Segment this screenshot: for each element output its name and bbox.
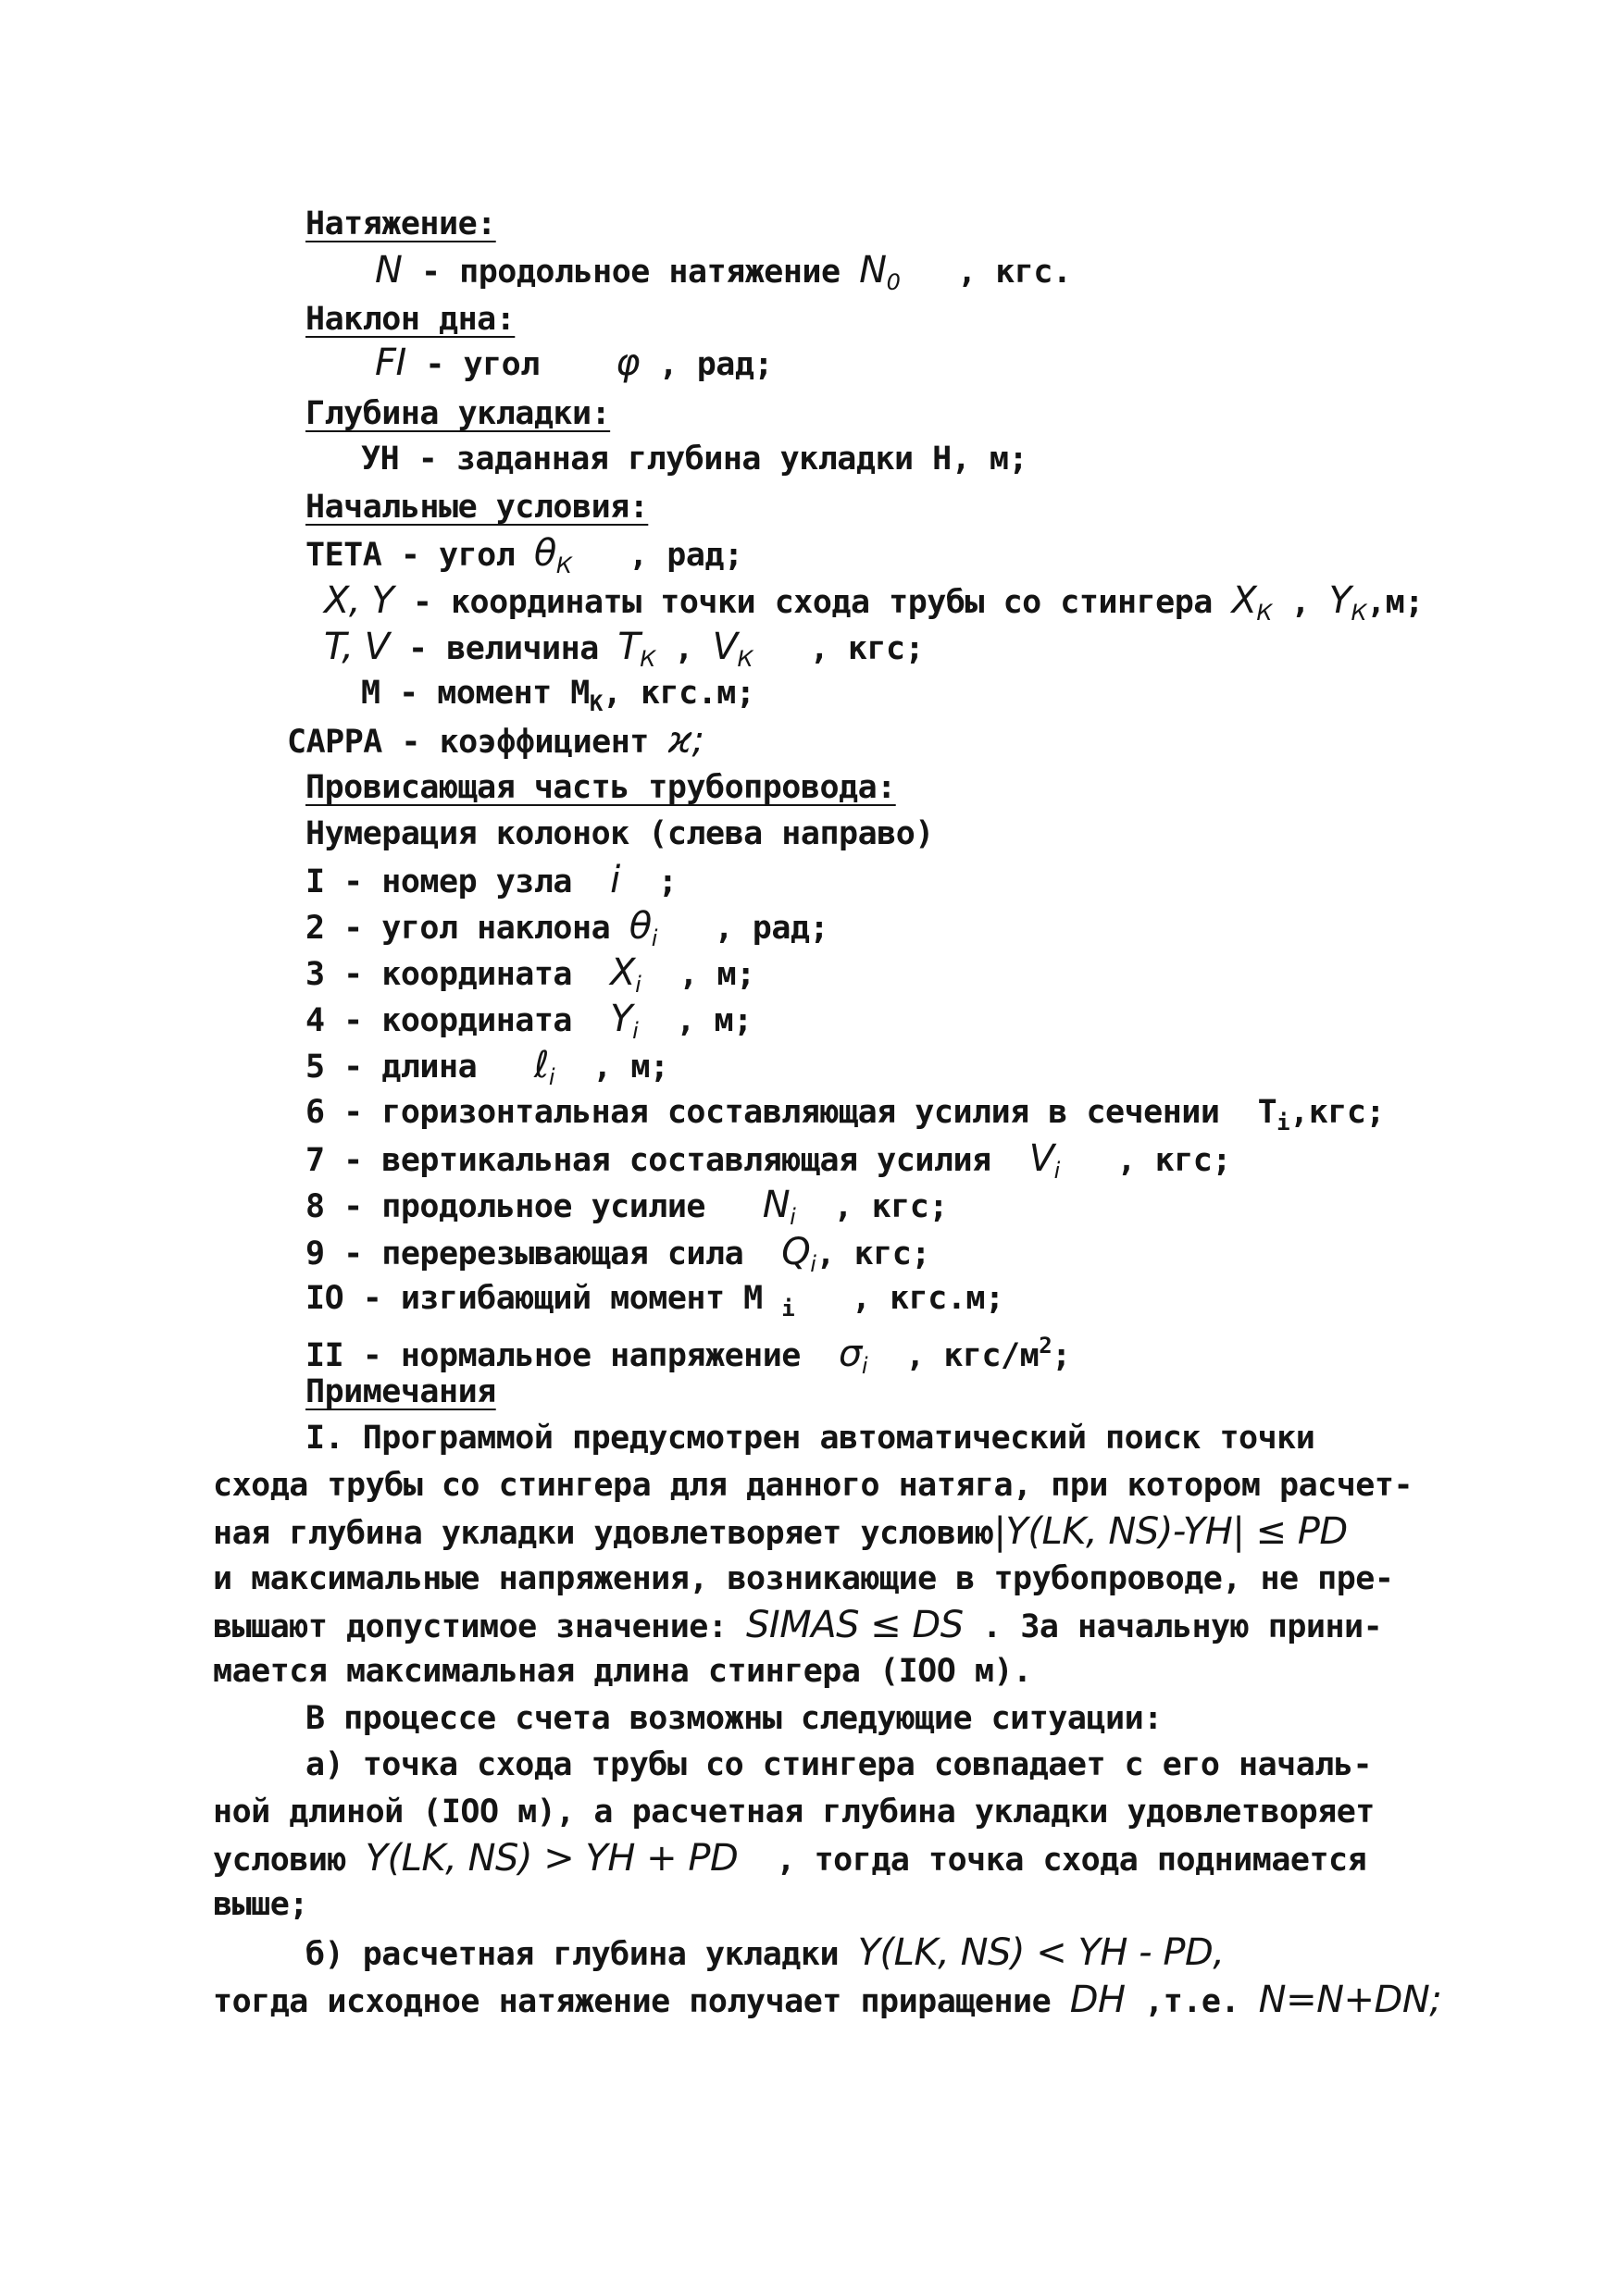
note1-line6: мается максимальная длина стингера (IOO м). <box>213 1653 1032 1690</box>
heading-sagging-part: Провисающая часть трубопровода: <box>305 769 896 806</box>
line-tension-n: N - продольное натяжение $N_0$ , кгс. <box>375 249 1072 295</box>
line-xy: X, Y - координаты точки схода трубы со стингера $X_К$ , $Y_К,м$; <box>324 579 1424 626</box>
line-tv: T, V - величина $T_К$ , $V_К$ , кгс; <box>324 626 925 672</box>
list-item-11: II - нормальное напряжение $\sigma_i$ , кгс/$м^2$; <box>305 1333 1071 1379</box>
heading-bottom-slope: Наклон дна: <box>305 301 516 338</box>
list-item-1: I - номер узла i ; <box>305 859 678 901</box>
situation-b-line2: тогда исходное натяжение получает приращение DH ,т.е. N=N+DN; <box>213 1979 1442 2021</box>
situation-a-line2: ной длиной (IOO м), а расчетная глубина укладки удовлетворяет <box>213 1793 1375 1831</box>
list-item-8: 8 - продольное усилие $N_i$ , кгс; <box>305 1184 948 1230</box>
line-angle-fi: FI - угол φ , рад; <box>375 341 774 384</box>
situation-a-line4: выше; <box>213 1886 308 1923</box>
line-teta: ТЕТА - угол $\theta_К$ , рад; <box>305 532 743 578</box>
heading-notes: Примечания <box>305 1373 496 1410</box>
list-item-6: 6 - горизонтальная составляющая усилия в сечении $T_i,кгс$; <box>305 1094 1385 1136</box>
line-columns-title: Нумерация колонок (слева направо) <box>305 815 934 852</box>
heading-laying-depth: Глубина укладки: <box>305 395 611 432</box>
note1-line4: и максимальные напряжения, возникающие в трубопроводе, не пре- <box>213 1560 1394 1597</box>
list-item-7: 7 - вертикальная составляющая усилия $V_i$ , кгс; <box>305 1137 1231 1184</box>
line-cappa: САРРА - коэффициент ϰ; <box>287 719 704 762</box>
note1-line5: вышают допустимое значение: SIMAS ≤ DS . За начальную прини- <box>213 1604 1383 1646</box>
line-depth-uh: УН - заданная глубина укладки Н, м; <box>361 441 1028 478</box>
list-item-2: 2 - угол наклона $\theta_i$ , рад; <box>305 905 829 951</box>
list-item-5: 5 - длина ℓ$_i$ , м; <box>305 1044 669 1090</box>
list-item-3: 3 - координата $X_i$ , м; <box>305 951 755 998</box>
note1-line3: ная глубина укладки удовлетворяет условию|Y(LK, NS)-YH| ≤ PD <box>213 1510 1348 1553</box>
situation-b-line1: б) расчетная глубина укладки Y(LK, NS) < YH - PD, <box>305 1931 1225 1974</box>
situation-a-line1: а) точка схода трубы со стингера совпадает с его началь- <box>305 1746 1373 1783</box>
note1-line2: схода трубы со стингера для данного натяга, при котором расчет- <box>213 1467 1414 1504</box>
note1-line1: I. Программой предусмотрен автоматический поиск точки <box>305 1420 1315 1457</box>
list-item-9: 9 - перерезывающая сила $Q_i$, кгс; <box>305 1231 930 1277</box>
list-item-4: 4 - координата $Y_i$ , м; <box>305 998 753 1044</box>
situation-a-line3: условию Y(LK, NS) > YH + PD , тогда точка схода поднимается <box>213 1837 1367 1880</box>
heading-initial-conditions: Начальные условия: <box>305 489 649 526</box>
list-item-10: IO - изгибающий момент М $_i$ , кгс.м; <box>305 1280 1004 1322</box>
heading-tension: Натяжение: <box>305 205 496 242</box>
line-moment: М - момент $М_К$, кгс.м; <box>361 675 755 716</box>
situations-intro: В процессе счета возможны следующие ситуации: <box>305 1700 1163 1737</box>
